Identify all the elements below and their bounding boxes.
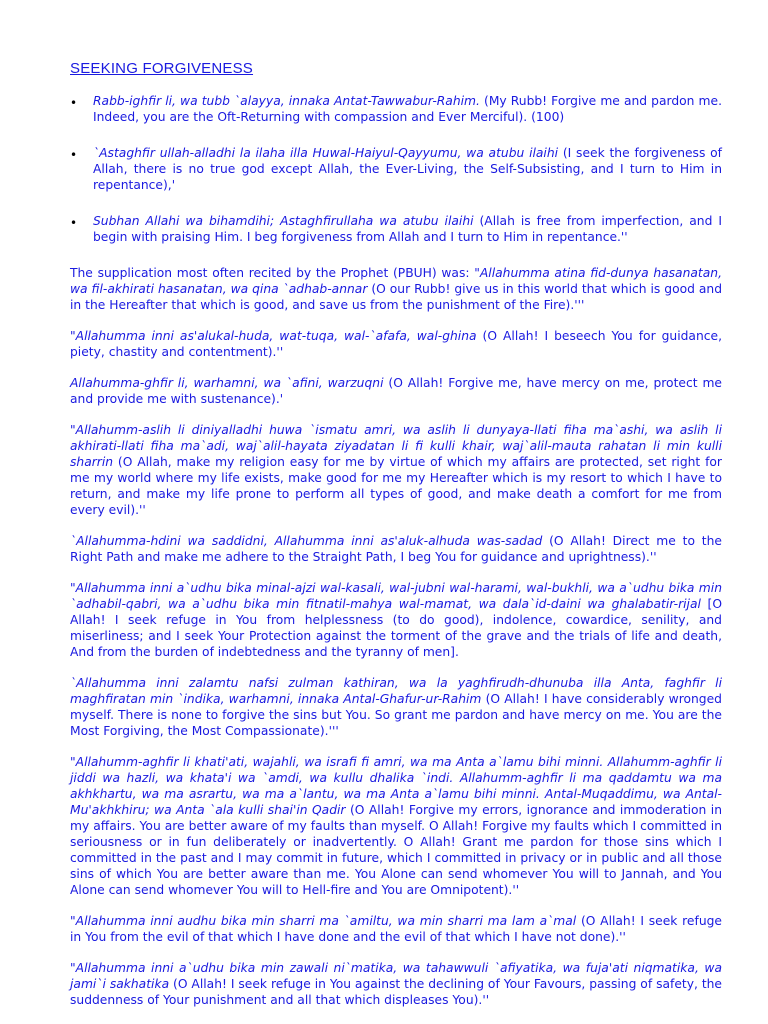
paragraph — [70, 265, 722, 313]
paragraph — [70, 754, 722, 898]
transliteration-text: "Allahumm-aslih li diniyalladhi huwa `ismatu amri, wa aslih li dunyaya-llati fiha ma`ashi, wa aslih li akhirati-llati fiha ma`adi, waj`alil-hayata ziyadatan li fi kulli khair, waj`alil-mauta rahatan li min kulli sharrin — [70, 423, 722, 469]
list-item — [70, 93, 722, 125]
transliteration-text: Rabb-ighfir li, wa tubb `alayya, innaka Antat-Tawwabur-Rahim. — [93, 94, 480, 108]
intro-text: The supplication most often recited by the Prophet (PBUH) was: — [70, 266, 475, 280]
translation-text: (O Allah! I seek refuge in You from the evil of that which I have done and the evil of that which I have not done).'' — [70, 914, 722, 944]
transliteration-text: `Allahumma-hdini wa saddidni, Allahumma inni as'aluk-alhuda was-sadad — [70, 534, 543, 548]
translation-text: (O Allah! I seek refuge in You against the declining of Your Favours, passing of safety, the suddenness of Your punishment and all that which displeases You).'' — [70, 977, 722, 1007]
translation-text: (O Allah! Forgive me, have mercy on me, protect me and provide me with sustenance).' — [70, 376, 722, 406]
translation-text: (My Rubb! Forgive me and pardon me. Indeed, you are the Oft-Returning with compassion and Ever Merciful). (100) — [93, 94, 722, 124]
bullet-icon: • — [70, 216, 78, 230]
transliteration-text: "Allahumma inni a`udhu bika min zawali ni`matika, wa tahawwuli `afiyatika, wa fuja'ati niqmatika, wa jami`i sakhatika — [70, 961, 722, 991]
bullet-list — [70, 93, 722, 245]
transliteration-text: "Allahumm-aghfir li khati'ati, wajahli, wa israfi fi amri, wa ma Anta a`lamu bihi minni. Allahumm-aghfir li jiddi wa hazli, wa khata'i wa `amdi, wa kullu dhalika `indi. Allahumm-aghfir li ma qaddamtu wa ma akhkhartu, wa ma asrartu, wa ma a`lantu, wa ma Anta a`lamu bihi minni. Antal-Muqaddimu, wa Antal-Mu'akhkhiru; wa Anta `ala kulli shai'in Qadir — [70, 755, 722, 817]
transliteration-text: `Allahumma inni zalamtu nafsi zulman kathiran, wa la yaghfirudh-dhunuba illa Anta, faghfir li maghfiratan min `indika, warhamni, innaka Antal-Ghafur-ur-Rahim — [70, 676, 722, 706]
bullet-icon: • — [70, 96, 78, 110]
transliteration-text: Allahumma-ghfir li, warhamni, wa `afini, warzuqni — [70, 376, 384, 390]
transliteration-text: "Allahumma inni audhu bika min sharri ma `amiltu, wa min sharri ma lam a`mal — [70, 914, 577, 928]
translation-text: [O Allah! I seek refuge in You from helplessness (to do good), indolence, cowardice, senility, and miserliness; and I seek Your Protection against the torment of the grave and the trials of life and death, And from the burden of indebtedness and the tyranny of men]. — [70, 597, 723, 659]
paragraph — [70, 960, 722, 1008]
paragraph — [70, 580, 722, 660]
paragraph — [70, 328, 722, 360]
translation-text: (O Allah! I have considerably wronged myself. There is none to forgive the sins but You. So grant me pardon and have mercy on me. You are the Most Forgiving, the Most Compassionate).''' — [70, 692, 722, 738]
paragraph — [70, 422, 722, 518]
list-item — [70, 213, 722, 245]
bullet-icon: • — [70, 148, 78, 162]
translation-text: (I seek the forgiveness of Allah, there is no true god except Allah, the Ever-Living, the Self-Subsisting, and I turn to Him in repentance),' — [93, 146, 723, 192]
translation-text: (O Allah! Direct me to the Right Path and make me adhere to the Straight Path, I beg You for guidance and uprightness).'' — [70, 534, 722, 564]
page-title: SEEKING FORGIVENESS — [70, 60, 254, 77]
translation-text: (O Allah! Forgive my errors, ignorance and immoderation in my affairs. You are better aware of my faults than myself. O Allah! Forgive my faults which I committed in seriousness or in fun deliberately or inadvertently. O Allah! Grant me pardon for those sins which I committed in the past and I may commit in future, which I committed in privacy or in public and all those sins of which You are better aware than me. You Alone can send whomever You will to Jannah, and You Alone can send whomever You will to Hell-fire and You are Omnipotent).'' — [70, 803, 723, 897]
list-item — [70, 145, 722, 193]
paragraph — [70, 675, 722, 739]
transliteration-text: "Allahumma atina fid-dunya hasanatan, wa fil-akhirati hasanatan, wa qina `adhab-annar — [70, 266, 722, 296]
paragraph — [70, 533, 722, 565]
paragraph — [70, 375, 722, 407]
translation-text: (O Allah, make my religion easy for me by virtue of which my affairs are protected, set right for me my world where my life exists, make good for me my Hereafter which is my resort to which I have to return, and make my life prone to perform all types of good, and make death a comfort for me from every evil).'' — [70, 455, 722, 517]
translation-text: (Allah is free from imperfection, and I begin with praising Him. I beg forgiveness from Allah and I turn to Him in repentance.'' — [93, 214, 722, 244]
transliteration-text: Subhan Allahi wa bihamdihi; Astaghfirullaha wa atubu ilaihi — [93, 214, 474, 228]
transliteration-text: "Allahumma inni a`udhu bika minal-ajzi wal-kasali, wal-jubni wal-harami, wal-bukhli, wa a`udhu bika min `adhabil-qabri, wa a`udhu bika min fitnatil-mahya wal-mamat, wa dala`id-daini wa ghalabatir-rijal — [70, 581, 722, 611]
translation-text: (O Allah! I beseech You for guidance, piety, chastity and contentment).'' — [70, 329, 722, 359]
document-page — [70, 60, 722, 1023]
transliteration-text: "Allahumma inni as'alukal-huda, wat-tuqa, wal-`afafa, wal-ghina — [70, 329, 477, 343]
paragraph — [70, 913, 722, 945]
translation-text: (O our Rubb! give us in this world that which is good and in the Hereafter that which is good, and save us from the punishment of the Fire).''' — [70, 282, 723, 312]
transliteration-text: `Astaghfir ullah-alladhi la ilaha illa Huwal-Haiyul-Qayyumu, wa atubu ilaihi — [93, 146, 559, 160]
